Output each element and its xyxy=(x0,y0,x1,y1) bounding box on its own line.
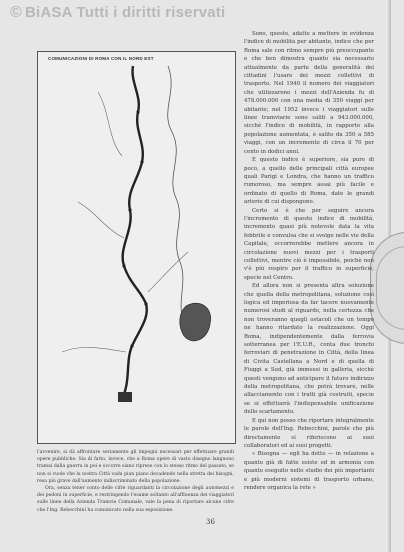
copyright-symbol: © xyxy=(10,4,22,21)
secondary-road xyxy=(148,252,188,292)
left-text-column xyxy=(37,449,234,514)
right-text-column xyxy=(244,30,374,492)
terminus-mark xyxy=(118,392,132,402)
station-dot xyxy=(140,160,143,163)
urban-area xyxy=(180,303,211,341)
map-figure xyxy=(37,51,236,444)
station-dot xyxy=(144,302,147,305)
station-dot xyxy=(136,110,139,113)
secondary-road xyxy=(78,202,124,238)
station-dot xyxy=(128,208,131,211)
map-drawing xyxy=(38,52,235,443)
paragraph: E questo indice è superiore, sia pure di poco, a quello delle principali città europee quali Parigi e Londra, che hanno un traffico rumoroso, ma sempre assai più facile e ordinato di quello di Roma, date le grandi arterie di cui dispongono. xyxy=(244,157,374,206)
secondary-road xyxy=(98,92,122,156)
secondary-road xyxy=(62,347,126,352)
paragraph: Ora, senza tener conto delle cifre riguardanti la circolazione degli automezzi e dei pedoni in superficie, e restringendo l'esame soltanto all'affluenza dei viaggiatori sulle linee della Azienda Tramvie Comunale, vale la pena di riportare alcune cifre che l'Ing. Rebecchini ha comunicato nella sua esposizione. xyxy=(37,486,234,513)
paragraph: E qui non posso che riportare integralmente le parole dell'Ing. Rebecchini, parole che più directamente si riferiscono ai suoi collaboratori ed ai suoi progetti. xyxy=(244,417,374,449)
paragraph: Ed allora non si presenta altra soluzione che quella della metropolitana, soluzione così logica ed imperiosa da far tacere nuovamente numerosi studi al riguardo, nella certezza che non troveranno quegli ostacoli che un tempo ne hanno ritardato la realizzazione. Oggi Roma, indipendentemente dalla ferrovia sotterranea per l'E.U.R., conta due tronchi ferroviari di penetrazione in Città, della linea di Civita Castellana a Nord e di quella di Fiuggi a Sud, già immessi in galleria, sicchè questi vengono ad anticipare il futuro indirizzo della metropolitana, che potrà trovare, nelle allacciamento con i tratti già costruiti, specie se si effettuerà l'indispensabile unificazione dello scartamento. xyxy=(244,283,374,416)
page-number: 36 xyxy=(206,518,215,526)
paragraph: l'avvenire, si dà affrontare seriamente gli impegni necessari per effettuare grandi opere pubbliche. Sia di fatto, invece, che a Roma opere di vasto disegno languono tramai dalla guerra in poi e occorre siano riprese con lo stesso ritmo del passato, se non si vuole che la nostra Città vada pian piano decadendo nella stretta dei bisogni, resa più grave dall'aumento indiscriminato della popolazione. xyxy=(37,450,234,484)
station-dot xyxy=(122,264,125,267)
paragraph: Sono, queste, adatte a mettere in evidenza l'indice di mobilità per abitante, indice che per Roma sale con ritmo sempre più preoccupante e che ben dimostra quanto sia necessario attualmente da parte della generalità dei cittadini l'usare dei mezzi collettivi di trasporto. Nel 1940 il numero dei viaggiatori che utilizzarono i mezzi dell'Azienda fu di 478.000.000 con una media di 350 viaggi per abitante; nel 1952 invece i viaggiatori sulle linee tramviarie sono saliti a 943.000.000, sicchè l'indice di mobilità, in rapporto alla popolazione aumentata, è salito da 350 a 585 viaggi, con un incremento di circa il 70 per cento in dodici anni. xyxy=(244,31,374,155)
watermark xyxy=(10,4,225,22)
paragraph: Certo si è che per seguire ancora l'incremento di questo indice di mobilità, incremento quasi più notevole data la vita febbrile e convulsa che si svolge nelle vie della Capitale, occorrerebbe mettere ancora in circolazione nuovi mezzi per i trasporti collettivi, mentre ciò è impossibile, poichè non v'è più respiro per il traffico in superficie, specie nel Centro. xyxy=(244,207,374,281)
map-title: COMUNICAZIONI DI ROMA CON IL NORD EST xyxy=(48,56,154,61)
station-dot xyxy=(130,344,133,347)
railway-route xyxy=(123,66,147,394)
paragraph: « Bisogna — egli ha detto — in relazione a quanto già di fatto esiste ed in armonia con quanto eseguito nello studio dei più importanti e più moderni sistemi di trasporto urbano, rendere organica la rete » xyxy=(244,451,374,491)
watermark-text: BiASA Tutti i diritti riservati xyxy=(25,4,226,21)
river xyxy=(168,66,184,322)
